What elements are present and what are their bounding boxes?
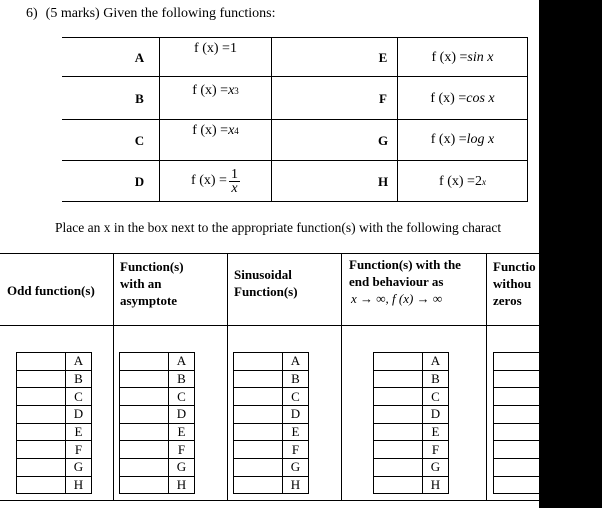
function-label: E bbox=[378, 50, 388, 65]
question-title bbox=[26, 6, 283, 22]
header-without-zeros: Functio withou zeros bbox=[493, 259, 536, 308]
choice-letter: D bbox=[169, 405, 195, 423]
choice-letter: G bbox=[283, 458, 309, 476]
choice-letter: E bbox=[283, 423, 309, 441]
checkbox-row bbox=[373, 387, 449, 405]
answer-checkbox[interactable] bbox=[233, 423, 283, 441]
choice-letter: F bbox=[423, 440, 449, 458]
checkbox-row bbox=[16, 476, 92, 494]
checkbox-row bbox=[233, 405, 309, 423]
checkbox-row bbox=[233, 352, 309, 370]
checkbox-row bbox=[16, 440, 92, 458]
choice-letter: F bbox=[66, 440, 92, 458]
checkbox-row bbox=[16, 370, 92, 388]
choice-letter: B bbox=[169, 370, 195, 388]
checkbox-row bbox=[119, 352, 195, 370]
answer-checkbox[interactable] bbox=[16, 387, 66, 405]
answer-checkbox[interactable] bbox=[119, 458, 169, 476]
checkbox-row bbox=[233, 440, 309, 458]
answer-checkbox[interactable] bbox=[233, 476, 283, 494]
checkbox-row bbox=[233, 387, 309, 405]
answer-checkbox[interactable] bbox=[119, 423, 169, 441]
function-label: C bbox=[134, 133, 145, 148]
function-expr-g: f (x) = log x bbox=[430, 132, 495, 147]
answer-checkbox[interactable] bbox=[233, 440, 283, 458]
answer-checkbox[interactable] bbox=[373, 476, 423, 494]
answer-checkbox[interactable] bbox=[493, 458, 543, 476]
answer-checkbox[interactable] bbox=[373, 423, 423, 441]
checkbox-row bbox=[119, 387, 195, 405]
checkbox-row bbox=[16, 352, 92, 370]
checkbox-grid-end-behaviour bbox=[373, 352, 449, 494]
checkbox-row bbox=[16, 458, 92, 476]
checkbox-row bbox=[119, 458, 195, 476]
choice-letter: G bbox=[66, 458, 92, 476]
checkbox-row bbox=[119, 440, 195, 458]
checkbox-grid-sinusoidal bbox=[233, 352, 309, 494]
choice-letter: B bbox=[66, 370, 92, 388]
answer-checkbox[interactable] bbox=[493, 352, 543, 370]
answer-checkbox[interactable] bbox=[16, 370, 66, 388]
answer-checkbox[interactable] bbox=[373, 458, 423, 476]
answer-checkbox[interactable] bbox=[16, 458, 66, 476]
answer-checkbox[interactable] bbox=[119, 370, 169, 388]
answer-checkbox[interactable] bbox=[119, 387, 169, 405]
checkbox-row bbox=[373, 370, 449, 388]
function-label: G bbox=[377, 133, 389, 148]
function-label: D bbox=[134, 174, 145, 189]
function-label: A bbox=[134, 50, 145, 65]
answer-checkbox[interactable] bbox=[119, 440, 169, 458]
choice-letter: C bbox=[283, 387, 309, 405]
function-label: B bbox=[135, 91, 144, 106]
checkbox-row bbox=[16, 423, 92, 441]
choice-letter: B bbox=[283, 370, 309, 388]
choice-letter: B bbox=[423, 370, 449, 388]
function-expr-f: f (x) = cos x bbox=[430, 91, 495, 106]
function-expr-e: f (x) = sin x bbox=[431, 50, 494, 65]
function-expr-c: f (x) = x 4 bbox=[192, 123, 239, 138]
answer-checkbox[interactable] bbox=[16, 423, 66, 441]
choice-letter: F bbox=[169, 440, 195, 458]
answer-checkbox[interactable] bbox=[233, 370, 283, 388]
black-bar bbox=[539, 0, 602, 508]
function-label: H bbox=[377, 174, 389, 189]
question-text: (5 marks) Given the following functions: bbox=[45, 6, 276, 21]
checkbox-row bbox=[373, 405, 449, 423]
header-sinusoidal: Sinusoidal Function(s) bbox=[234, 267, 298, 299]
answer-checkbox[interactable] bbox=[493, 440, 543, 458]
checkbox-row bbox=[373, 476, 449, 494]
checkbox-row bbox=[119, 405, 195, 423]
checkbox-row bbox=[233, 370, 309, 388]
answer-checkbox[interactable] bbox=[373, 440, 423, 458]
checkbox-row bbox=[16, 387, 92, 405]
answer-checkbox[interactable] bbox=[493, 423, 543, 441]
choice-letter: A bbox=[283, 352, 309, 370]
answer-checkbox[interactable] bbox=[373, 405, 423, 423]
checkbox-row bbox=[373, 440, 449, 458]
choice-letter: E bbox=[423, 423, 449, 441]
choice-letter: H bbox=[423, 476, 449, 494]
choice-letter: H bbox=[169, 476, 195, 494]
checkbox-row bbox=[233, 423, 309, 441]
function-expr-h: f (x) = 2 x bbox=[439, 174, 486, 189]
header-odd-functions: Odd function(s) bbox=[7, 283, 95, 298]
answer-checkbox[interactable] bbox=[233, 458, 283, 476]
choice-letter: A bbox=[423, 352, 449, 370]
choice-letter: G bbox=[423, 458, 449, 476]
checkbox-row bbox=[119, 423, 195, 441]
question-number: 6) bbox=[26, 6, 38, 21]
answer-checkbox[interactable] bbox=[493, 387, 543, 405]
answer-checkbox[interactable] bbox=[119, 352, 169, 370]
answer-checkbox[interactable] bbox=[233, 387, 283, 405]
answer-checkbox[interactable] bbox=[493, 476, 543, 494]
checkbox-grid-asymptote bbox=[119, 352, 195, 494]
instruction-text: Place an x in the box next to the appropriate function(s) with the following charact bbox=[55, 220, 502, 235]
choice-letter: G bbox=[169, 458, 195, 476]
function-expr-d: f (x) = $\frac{1}{x}$ bbox=[191, 166, 238, 196]
answer-checkbox[interactable] bbox=[373, 387, 423, 405]
answer-checkbox[interactable] bbox=[233, 405, 283, 423]
header-asymptote: Function(s) with an asymptote bbox=[120, 259, 184, 308]
choice-letter: E bbox=[66, 423, 92, 441]
answer-checkbox[interactable] bbox=[16, 352, 66, 370]
checkbox-grid-odd bbox=[16, 352, 92, 494]
answer-checkbox[interactable] bbox=[119, 476, 169, 494]
choice-letter: H bbox=[66, 476, 92, 494]
answer-checkbox[interactable] bbox=[16, 476, 66, 494]
choice-letter: A bbox=[66, 352, 92, 370]
checkbox-row bbox=[373, 458, 449, 476]
checkbox-row bbox=[373, 423, 449, 441]
function-label: F bbox=[379, 91, 387, 106]
choice-letter: C bbox=[423, 387, 449, 405]
checkbox-row bbox=[373, 352, 449, 370]
choice-letter: D bbox=[423, 405, 449, 423]
choice-letter: D bbox=[66, 405, 92, 423]
choice-letter: A bbox=[169, 352, 195, 370]
choice-letter: C bbox=[66, 387, 92, 405]
answer-checkbox[interactable] bbox=[233, 352, 283, 370]
function-expr-a: f (x) = 1 bbox=[194, 41, 237, 56]
answer-checkbox[interactable] bbox=[16, 405, 66, 423]
answer-checkbox[interactable] bbox=[493, 405, 543, 423]
choice-letter: D bbox=[283, 405, 309, 423]
answer-checkbox[interactable] bbox=[373, 352, 423, 370]
checkbox-row bbox=[16, 405, 92, 423]
header-end-behaviour: Function(s) with the end behaviour as x → ∞, f (x) → ∞ bbox=[349, 257, 461, 306]
choice-letter: F bbox=[283, 440, 309, 458]
choice-letter: E bbox=[169, 423, 195, 441]
answer-checkbox[interactable] bbox=[493, 370, 543, 388]
choice-letter: H bbox=[283, 476, 309, 494]
checkbox-row bbox=[119, 370, 195, 388]
checkbox-row bbox=[233, 476, 309, 494]
checkbox-row bbox=[233, 458, 309, 476]
answer-checkbox[interactable] bbox=[16, 440, 66, 458]
choice-letter: C bbox=[169, 387, 195, 405]
answer-checkbox[interactable] bbox=[373, 370, 423, 388]
checkbox-row bbox=[119, 476, 195, 494]
answer-checkbox[interactable] bbox=[119, 405, 169, 423]
function-expr-b: f (x) = x 3 bbox=[192, 83, 239, 98]
